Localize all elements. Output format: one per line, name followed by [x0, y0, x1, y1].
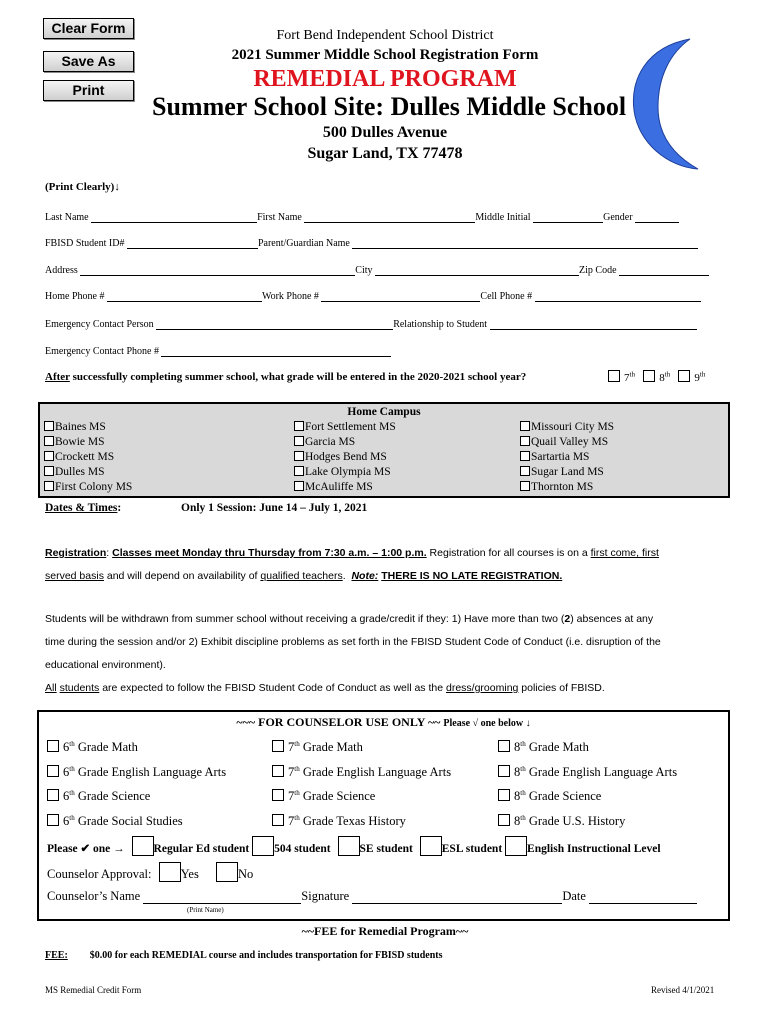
campus-checkbox[interactable]	[520, 451, 530, 461]
campus-column-1	[44, 420, 132, 495]
campus-option	[294, 435, 396, 450]
course-grade-suffix: th	[520, 813, 526, 822]
campus-option	[294, 465, 396, 480]
dates-times: Dates & Times:	[45, 502, 122, 514]
esl-checkbox[interactable]	[420, 836, 442, 856]
campus-label: Crockett MS	[55, 451, 115, 463]
course-grade-suffix: th	[69, 789, 75, 797]
campus-option	[520, 450, 614, 465]
campus-column-2	[294, 420, 396, 495]
emergency-phone-field[interactable]	[161, 345, 391, 357]
grade-options: 7th 8th 9th	[608, 370, 705, 384]
campus-label: Hodges Bend MS	[305, 451, 387, 463]
course-name: Grade Texas History	[299, 813, 406, 828]
course-name: Grade Science	[525, 789, 602, 804]
course-checkbox[interactable]	[272, 740, 284, 752]
crescent-moon-logo	[628, 35, 718, 175]
counselor-section	[37, 710, 730, 921]
campus-checkbox[interactable]	[294, 466, 304, 476]
campus-label: Dulles MS	[55, 466, 105, 478]
campus-option	[44, 435, 132, 450]
course-grade-number: 7	[288, 789, 295, 804]
relationship-field[interactable]	[490, 318, 697, 330]
course-checkbox[interactable]	[498, 740, 510, 752]
campus-checkbox[interactable]	[44, 451, 54, 461]
course-option	[47, 765, 226, 790]
course-option	[272, 814, 451, 839]
campus-label: Baines MS	[55, 421, 106, 433]
gender-label: Gender	[603, 212, 633, 223]
cell-phone-field[interactable]	[535, 290, 701, 302]
grade-question: After successfully completing summer school, what grade will be entered in the 2020-2021 school year?	[45, 371, 527, 383]
campus-checkbox[interactable]	[294, 436, 304, 446]
middle-initial-field[interactable]	[533, 211, 603, 223]
course-option	[272, 789, 451, 814]
registration-paragraph: Registration: Classes meet Monday thru Thursday from 7:30 a.m. – 1:00 p.m. Registration for all courses is on a first come, first served basis and will depend on availability of qualified teachers. Note: THERE IS NO LATE REGISTRATION.	[45, 547, 659, 582]
gender-field[interactable]	[635, 211, 679, 223]
last-name-label: Last Name	[45, 212, 89, 223]
campus-checkbox[interactable]	[294, 451, 304, 461]
course-checkbox[interactable]	[47, 814, 59, 826]
campus-column-3	[520, 420, 614, 495]
grade-6-courses	[47, 740, 226, 838]
fee-row: FEE: $0.00 for each REMEDIAL course and includes transportation for FBISD students	[45, 950, 443, 961]
course-option	[498, 740, 677, 765]
campus-checkbox[interactable]	[44, 466, 54, 476]
emergency-phone-label: Emergency Contact Phone #	[45, 346, 159, 357]
course-grade-suffix: th	[294, 789, 300, 797]
campus-option	[520, 480, 614, 495]
phone-row	[45, 290, 701, 302]
footer-form-name: MS Remedial Credit Form	[45, 985, 142, 995]
course-checkbox[interactable]	[272, 789, 284, 801]
campus-label: Sartartia MS	[531, 451, 590, 463]
campus-option	[44, 450, 132, 465]
course-grade-suffix: th	[520, 764, 526, 773]
course-name: Grade Social Studies	[74, 813, 183, 828]
campus-checkbox[interactable]	[294, 481, 304, 491]
course-grade-number: 7	[288, 813, 295, 828]
course-checkbox[interactable]	[272, 814, 284, 826]
course-grade-number: 6	[63, 740, 70, 755]
student-id-field[interactable]	[127, 237, 258, 249]
campus-label: Fort Settlement MS	[305, 421, 396, 433]
course-grade-number: 8	[514, 789, 521, 804]
course-name: Grade Math	[525, 740, 589, 755]
campus-label: Bowie MS	[55, 436, 105, 448]
campus-checkbox[interactable]	[44, 436, 54, 446]
first-name-field[interactable]	[304, 211, 475, 223]
course-grade-number: 6	[63, 789, 70, 804]
campus-label: McAuliffe MS	[305, 481, 373, 493]
campus-checkbox[interactable]	[44, 481, 54, 491]
course-grade-number: 8	[514, 764, 521, 779]
address-label: Address	[45, 265, 78, 276]
zip-label: Zip Code	[579, 265, 617, 276]
campus-option	[44, 465, 132, 480]
campus-label: Lake Olympia MS	[305, 466, 391, 478]
save-as-button[interactable]: Save As	[43, 51, 134, 72]
course-grade-suffix: th	[69, 813, 75, 822]
home-phone-label: Home Phone #	[45, 291, 105, 302]
campus-option	[520, 420, 614, 435]
print-clearly-label: (Print Clearly)↓	[45, 181, 120, 193]
course-grade-suffix: th	[520, 789, 526, 797]
campus-label: Missouri City MS	[531, 421, 615, 433]
campus-label: Thornton MS	[531, 481, 594, 493]
course-name: Grade Science	[299, 789, 376, 804]
grade-9-checkbox[interactable]	[678, 370, 690, 382]
se-checkbox[interactable]	[338, 836, 360, 856]
student-type-row: Please ✔ one → Regular Ed student 504 student SE student ESL student English Instructional Level	[47, 836, 661, 856]
course-grade-number: 8	[514, 813, 521, 828]
emergency-person-field[interactable]	[156, 318, 393, 330]
course-option	[498, 814, 677, 839]
work-phone-field[interactable]	[321, 290, 480, 302]
campus-checkbox[interactable]	[294, 421, 304, 431]
course-name: Grade English Language Arts	[525, 764, 678, 779]
session-dates: Only 1 Session: June 14 – July 1, 2021	[181, 502, 368, 514]
course-option	[47, 814, 226, 839]
home-phone-field[interactable]	[107, 290, 262, 302]
counselor-title: ~~~ FOR COUNSELOR USE ONLY ~~ Please √ one below ↓	[236, 715, 531, 729]
course-grade-number: 6	[63, 764, 70, 779]
site-street: 500 Dulles Avenue	[322, 124, 448, 141]
program-title: REMEDIAL PROGRAM	[253, 66, 517, 92]
fee-title: ~~FEE for Remedial Program~~	[301, 924, 469, 938]
district-name: Fort Bend Independent School District	[276, 28, 494, 43]
course-option	[498, 789, 677, 814]
course-grade-suffix: th	[294, 813, 300, 822]
campus-checkbox[interactable]	[520, 466, 530, 476]
relationship-label: Relationship to Student	[393, 319, 488, 330]
english-level-checkbox[interactable]	[505, 836, 527, 856]
counselor-signature-row: Counselor’s Name Signature Date	[47, 889, 697, 904]
course-option	[47, 740, 226, 765]
course-name: Grade U.S. History	[525, 813, 626, 828]
course-option	[272, 740, 451, 765]
course-name: Grade English Language Arts	[299, 764, 452, 779]
counselor-approval-row: Counselor Approval: Yes No	[47, 862, 253, 882]
form-title: 2021 Summer Middle School Registration Form	[231, 47, 539, 63]
course-option	[272, 765, 451, 790]
course-checkbox[interactable]	[498, 814, 510, 826]
middle-initial-label: Middle Initial	[475, 212, 531, 223]
clear-form-button[interactable]: Clear Form	[43, 18, 134, 39]
course-checkbox[interactable]	[498, 765, 510, 777]
counselor-name-field[interactable]	[143, 892, 301, 904]
zip-field[interactable]	[619, 264, 709, 276]
campus-checkbox[interactable]	[520, 481, 530, 491]
course-name: Grade Math	[74, 740, 138, 755]
course-option	[498, 765, 677, 790]
city-field[interactable]	[375, 264, 579, 276]
course-checkbox[interactable]	[272, 765, 284, 777]
address-row	[45, 264, 709, 276]
campus-checkbox[interactable]	[520, 436, 530, 446]
name-row	[45, 211, 679, 223]
city-label: City	[355, 265, 373, 276]
print-button[interactable]: Print	[43, 80, 134, 101]
parent-field[interactable]	[352, 237, 698, 249]
emergency-phone-row	[45, 345, 391, 357]
campus-option	[294, 480, 396, 495]
course-name: Grade Math	[299, 740, 363, 755]
grade-7-courses	[272, 740, 451, 838]
last-name-field[interactable]	[91, 211, 257, 223]
campus-option	[44, 480, 132, 495]
date-field[interactable]	[589, 892, 697, 904]
course-checkbox[interactable]	[47, 765, 59, 777]
grade-8-checkbox[interactable]	[643, 370, 655, 382]
course-grade-number: 8	[514, 740, 521, 755]
course-name: Grade English Language Arts	[74, 764, 227, 779]
campus-label: Sugar Land MS	[531, 466, 604, 478]
course-grade-number: 7	[288, 740, 295, 755]
course-grade-suffix: th	[294, 740, 300, 748]
id-row	[45, 237, 698, 249]
emergency-row	[45, 318, 697, 330]
work-phone-label: Work Phone #	[261, 291, 319, 302]
campus-checkbox[interactable]	[44, 421, 54, 431]
course-name: Grade Science	[74, 789, 151, 804]
course-grade-suffix: th	[69, 740, 75, 748]
campus-option	[44, 420, 132, 435]
grade-8-courses	[498, 740, 677, 838]
course-grade-number: 6	[63, 813, 70, 828]
approval-yes-checkbox[interactable]	[159, 862, 181, 882]
campus-option	[520, 465, 614, 480]
campus-label: Quail Valley MS	[531, 436, 609, 448]
first-name-label: First Name	[257, 212, 302, 223]
course-grade-suffix: th	[69, 764, 75, 773]
student-id-label: FBISD Student ID#	[45, 238, 125, 249]
course-grade-suffix: th	[294, 764, 300, 773]
course-option	[47, 789, 226, 814]
cell-phone-label: Cell Phone #	[480, 291, 533, 302]
address-field[interactable]	[80, 264, 355, 276]
course-checkbox[interactable]	[47, 740, 59, 752]
withdrawal-paragraph: Students will be withdrawn from summer school without receiving a grade/credit if they: 1) Have more than two (2) absences at any time during the session and/or 2) Exhibit discipline problems as set forth in the FBISD Student Code of Conduct (i.e. disruption of the educational environment). All students are expected to follow the FBISD Student Code of Conduct as well as the dress/grooming policies of FBISD.	[45, 613, 661, 694]
parent-label: Parent/Guardian Name	[257, 238, 350, 249]
campus-checkbox[interactable]	[520, 421, 530, 431]
home-campus-section	[38, 402, 730, 498]
home-campus-title: Home Campus	[347, 406, 421, 418]
campus-label: First Colony MS	[55, 481, 133, 493]
campus-label: Garcia MS	[305, 436, 356, 448]
site-title: Summer School Site: Dulles Middle School	[152, 92, 627, 121]
campus-option	[520, 435, 614, 450]
course-checkbox[interactable]	[498, 789, 510, 801]
approval-no-checkbox[interactable]	[216, 862, 238, 882]
course-grade-number: 7	[288, 764, 295, 779]
print-name-note: (Print Name)	[187, 906, 224, 914]
campus-option	[294, 420, 396, 435]
site-city: Sugar Land, TX 77478	[307, 145, 463, 162]
regular-ed-checkbox[interactable]	[132, 836, 154, 856]
504-checkbox[interactable]	[252, 836, 274, 856]
footer-revised: Revised 4/1/2021	[651, 985, 715, 995]
course-grade-suffix: th	[520, 740, 526, 748]
course-checkbox[interactable]	[47, 789, 59, 801]
grade-7-checkbox[interactable]	[608, 370, 620, 382]
campus-option	[294, 450, 396, 465]
signature-field[interactable]	[352, 892, 562, 904]
emergency-person-label: Emergency Contact Person	[45, 319, 154, 330]
